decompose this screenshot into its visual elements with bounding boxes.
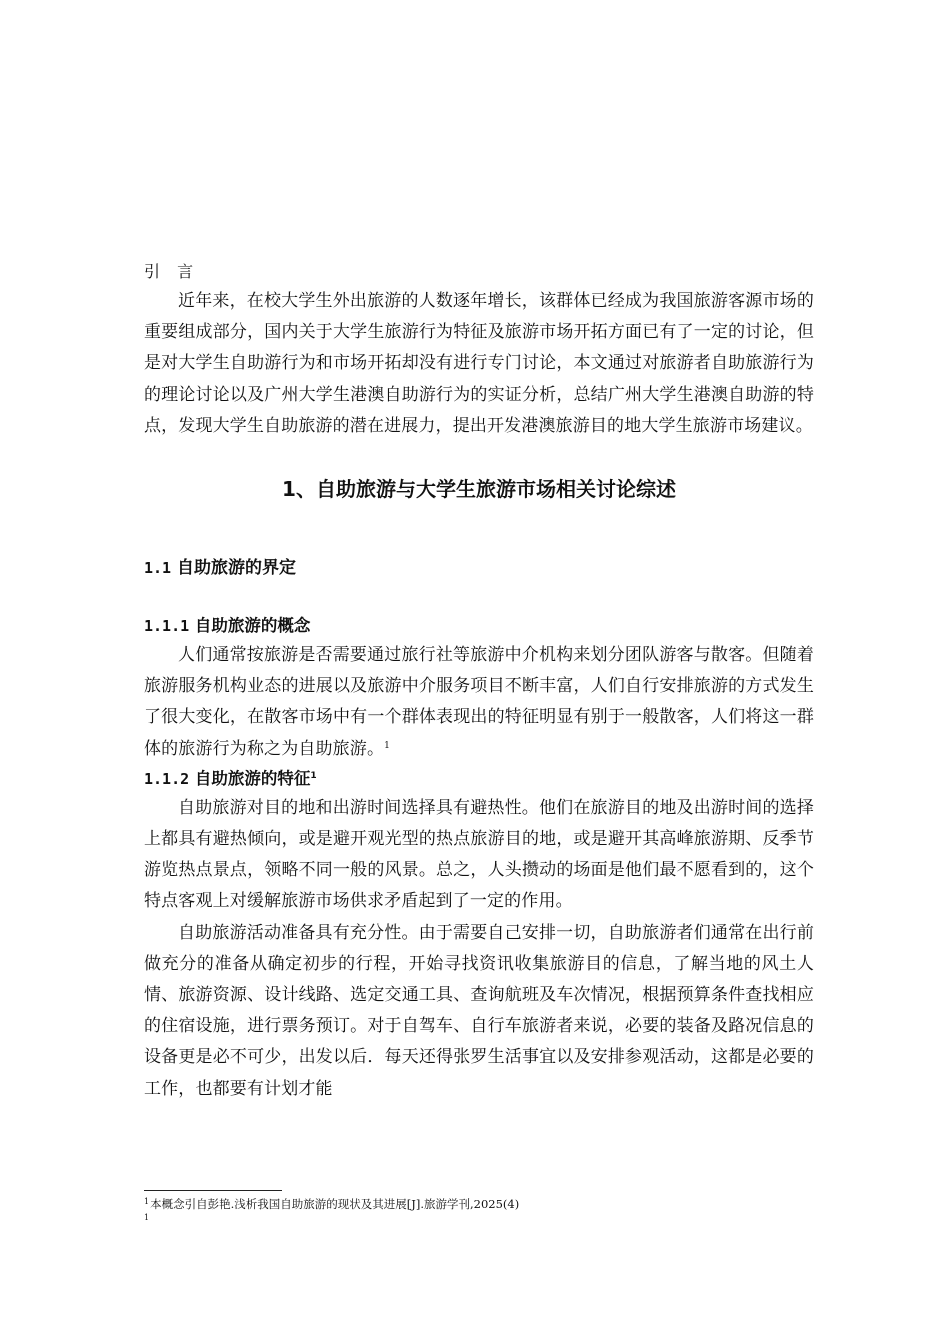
footnote-mark: 1 — [144, 1197, 150, 1206]
section-1-1-2-number: 1.1.2 — [144, 769, 190, 788]
concept-paragraph — [144, 640, 814, 765]
feature-paragraph-2: 自助旅游活动准备具有充分性。由于需要自己安排一切，自助旅游者们通常在出行前做充分的准备从确定初步的行程，开始寻找资讯收集旅游目的信息，了解当地的风土人情、旅游资源、设计线路、选定交通工具、查询航班及车次情况，根据预算条件查找相应的住宿设施，进行票务预订。对于自驾车、自行车旅游者来说，必要的装备及路况信息的设备更是必不可少，出发以后．每天还得张罗生活事宜以及安排参观活动，这都是必要的工作，也都要有计划才能 — [144, 922, 814, 1099]
footnotes — [144, 1196, 814, 1228]
footnote-ref-1[interactable]: 1 — [384, 740, 390, 751]
footnote-divider — [144, 1190, 282, 1191]
footnote-item — [144, 1196, 814, 1212]
section-1-1-1-heading — [144, 612, 814, 640]
footnote-mark: 1 — [144, 1213, 150, 1222]
section-1-1-1-number: 1.1.1 — [144, 617, 190, 636]
intro-paragraph: 近年来，在校大学生外出旅游的人数逐年增长，该群体已经成为我国旅游客源市场的重要组成部分，国内关于大学生旅游行为特征及旅游市场开拓方面已有了一定的讨论，但是对大学生自助游行为和市场开拓却没有进行专门讨论，本文通过对旅游者自助旅游行为的理论讨论以及广州大学生港澳自助游行为的实证分析，总结广州大学生港澳自助游的特点，发现大学生自助旅游的潜在进展力，提出开发港澳旅游目的地大学生旅游市场建议。 — [144, 291, 814, 436]
section-1-heading: 1、自助旅游与大学生旅游市场相关讨论综述 — [282, 477, 676, 502]
section-1-1-2-heading — [144, 765, 814, 793]
page-body — [144, 258, 814, 1105]
section-1-1-heading — [144, 554, 814, 582]
section-1-1-title: 自助旅游的界定 — [177, 558, 297, 579]
footnote-ref-2[interactable]: 1 — [310, 770, 317, 781]
section-1-1-1-title: 自助旅游的概念 — [194, 616, 311, 636]
footnote-text: 本概念引自彭艳.浅析我国自助旅游的现状及其进展[J].旅游学刊,2025(4) — [150, 1197, 520, 1211]
feature-paragraph-1: 自助旅游对目的地和出游时间选择具有避热性。他们在旅游目的地及出游时间的选择上都具有避热倾向，或是避开观光型的热点旅游目的地，或是避开其高峰旅游期、反季节游览热点景点，领略不同一般的风景。总之，人头攒动的场面是他们最不愿看到的，这个特点客观上对缓解旅游市场供求矛盾起到了一定的作用。 — [144, 797, 814, 912]
footnote-item — [144, 1212, 814, 1228]
section-1-1-number: 1.1 — [144, 559, 172, 578]
section-1-1-2-title: 自助旅游的特征 — [194, 768, 311, 788]
concept-paragraph-text: 人们通常按旅游是否需要通过旅行社等旅游中介机构来划分团队游客与散客。但随着旅游服务机构业态的进展以及旅游中介服务项目不断丰富，人们自行安排旅游的方式发生了很大变化，在散客市场中有一个群体表现出的特征明显有别于一般散客，人们将这一群体的旅游行为称之为自助旅游。 — [144, 645, 814, 759]
intro-label: 引 言 — [144, 262, 200, 281]
